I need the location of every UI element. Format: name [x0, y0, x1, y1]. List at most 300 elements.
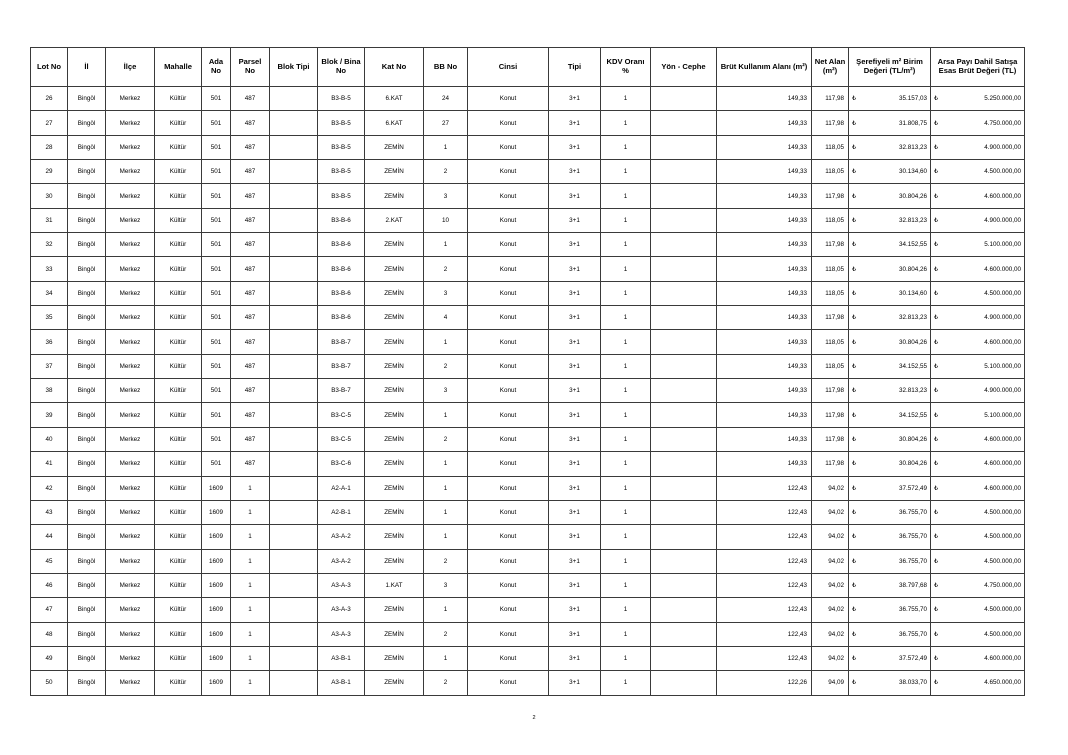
- table-cell: 49: [31, 646, 68, 670]
- table-row: [31, 427, 1025, 451]
- currency-symbol: ₺: [934, 362, 939, 370]
- table-cell: 33: [31, 257, 68, 281]
- table-cell: 2: [424, 622, 468, 646]
- amount-value: 36.755,70: [898, 533, 927, 541]
- table-cell: 2: [424, 549, 468, 573]
- currency-symbol: ₺: [852, 509, 857, 517]
- table-cell: [651, 427, 717, 451]
- table-row: [31, 184, 1025, 208]
- table-cell: [270, 306, 318, 330]
- table-cell: 1: [231, 476, 270, 500]
- amount-value: 36.755,70: [898, 509, 927, 517]
- table-cell: 501: [202, 452, 231, 476]
- table-cell: [931, 403, 1025, 427]
- table-cell: Bingöl: [68, 111, 106, 135]
- table-cell: Merkez: [106, 160, 155, 184]
- table-cell: 501: [202, 87, 231, 111]
- table-cell: [931, 476, 1025, 500]
- table-cell: 2: [424, 257, 468, 281]
- column-header: Cinsi: [468, 48, 549, 87]
- table-cell: [931, 330, 1025, 354]
- table-cell: ZEMİN: [365, 671, 424, 695]
- table-cell: [849, 500, 931, 524]
- table-cell: 487: [231, 135, 270, 159]
- table-cell: 6.KAT: [365, 87, 424, 111]
- amount-value: 30.804,26: [898, 435, 927, 443]
- table-cell: [651, 598, 717, 622]
- column-header: Arsa Payı Dahil Satışa Esas Brüt Değeri (TL): [931, 48, 1025, 87]
- table-cell: Kültür: [155, 403, 202, 427]
- table-cell: [931, 257, 1025, 281]
- currency-symbol: ₺: [934, 192, 939, 200]
- table-cell: 35: [31, 306, 68, 330]
- table-cell: ZEMİN: [365, 330, 424, 354]
- table-cell: Konut: [468, 111, 549, 135]
- table-cell: 39: [31, 403, 68, 427]
- table-cell: Konut: [468, 622, 549, 646]
- table-row: [31, 306, 1025, 330]
- table-cell: 501: [202, 354, 231, 378]
- table-cell: ZEMİN: [365, 452, 424, 476]
- table-cell: 1: [231, 549, 270, 573]
- table-cell: ZEMİN: [365, 160, 424, 184]
- currency-symbol: ₺: [934, 435, 939, 443]
- table-cell: 487: [231, 330, 270, 354]
- table-cell: [270, 452, 318, 476]
- table-cell: 149,33: [717, 427, 812, 451]
- table-cell: [270, 233, 318, 257]
- amount-value: 4.600.000,00: [984, 484, 1021, 492]
- currency-symbol: ₺: [852, 435, 857, 443]
- table-cell: 149,33: [717, 257, 812, 281]
- column-header: Parsel No: [231, 48, 270, 87]
- table-cell: 149,33: [717, 330, 812, 354]
- table-cell: 1609: [202, 500, 231, 524]
- table-cell: Kültür: [155, 452, 202, 476]
- amount-value: 5.100.000,00: [984, 411, 1021, 419]
- table-cell: [849, 281, 931, 305]
- table-cell: Kültür: [155, 379, 202, 403]
- table-cell: 40: [31, 427, 68, 451]
- table-cell: Konut: [468, 403, 549, 427]
- table-cell: 149,33: [717, 160, 812, 184]
- table-cell: 117,98: [812, 427, 849, 451]
- table-cell: A3-B-1: [318, 671, 365, 695]
- table-row: [31, 257, 1025, 281]
- table-cell: 501: [202, 403, 231, 427]
- currency-symbol: ₺: [852, 484, 857, 492]
- table-cell: Kültür: [155, 160, 202, 184]
- table-cell: 3+1: [549, 111, 601, 135]
- table-cell: 149,33: [717, 403, 812, 427]
- currency-symbol: ₺: [852, 411, 857, 419]
- amount-value: 4.600.000,00: [984, 435, 1021, 443]
- amount-value: 35.157,03: [898, 95, 927, 103]
- table-cell: [849, 525, 931, 549]
- table-cell: 3+1: [549, 622, 601, 646]
- table-cell: [651, 354, 717, 378]
- table-cell: A3-A-2: [318, 525, 365, 549]
- table-cell: [931, 111, 1025, 135]
- table-cell: Konut: [468, 135, 549, 159]
- column-header: Lot No: [31, 48, 68, 87]
- table-cell: [651, 87, 717, 111]
- table-cell: Bingöl: [68, 622, 106, 646]
- table-cell: Kültür: [155, 549, 202, 573]
- table-cell: [651, 306, 717, 330]
- table-cell: 149,33: [717, 306, 812, 330]
- table-cell: 501: [202, 111, 231, 135]
- table-cell: ZEMİN: [365, 598, 424, 622]
- table-cell: Bingöl: [68, 281, 106, 305]
- table-cell: [270, 403, 318, 427]
- table-cell: 487: [231, 184, 270, 208]
- table-cell: [931, 549, 1025, 573]
- table-cell: 27: [424, 111, 468, 135]
- table-cell: [849, 330, 931, 354]
- table-cell: 117,98: [812, 452, 849, 476]
- table-cell: 1: [601, 354, 651, 378]
- table-cell: [931, 354, 1025, 378]
- table-cell: Kültür: [155, 281, 202, 305]
- table-cell: [849, 549, 931, 573]
- table-cell: 501: [202, 184, 231, 208]
- table-cell: 1: [601, 184, 651, 208]
- table-cell: Bingöl: [68, 427, 106, 451]
- table-cell: 1: [231, 622, 270, 646]
- table-cell: 3+1: [549, 184, 601, 208]
- amount-value: 38.033,70: [898, 679, 927, 687]
- amount-value: 4.600.000,00: [984, 192, 1021, 200]
- table-cell: [651, 184, 717, 208]
- table-cell: 118,05: [812, 354, 849, 378]
- table-cell: [270, 476, 318, 500]
- table-cell: 149,33: [717, 87, 812, 111]
- table-cell: Kültür: [155, 500, 202, 524]
- table-cell: B3-B-5: [318, 111, 365, 135]
- table-cell: Kültür: [155, 135, 202, 159]
- table-cell: Konut: [468, 573, 549, 597]
- table-cell: Bingöl: [68, 160, 106, 184]
- table-cell: 1: [601, 233, 651, 257]
- table-cell: [849, 573, 931, 597]
- table-cell: Kültür: [155, 354, 202, 378]
- table-cell: 1: [601, 427, 651, 451]
- table-cell: [270, 573, 318, 597]
- table-cell: 1609: [202, 622, 231, 646]
- currency-symbol: ₺: [852, 119, 857, 127]
- table-cell: 1: [424, 525, 468, 549]
- table-cell: Konut: [468, 452, 549, 476]
- table-cell: 501: [202, 306, 231, 330]
- currency-symbol: ₺: [852, 582, 857, 590]
- table-cell: B3-B-6: [318, 281, 365, 305]
- table-cell: 1: [601, 306, 651, 330]
- table-cell: B3-B-5: [318, 135, 365, 159]
- table-cell: 501: [202, 379, 231, 403]
- table-cell: [931, 500, 1025, 524]
- table-cell: Konut: [468, 646, 549, 670]
- table-cell: 1: [601, 525, 651, 549]
- table-row: [31, 452, 1025, 476]
- table-cell: B3-C-6: [318, 452, 365, 476]
- table-cell: [651, 379, 717, 403]
- table-cell: [651, 135, 717, 159]
- amount-value: 32.813,23: [898, 143, 927, 151]
- table-cell: 149,33: [717, 135, 812, 159]
- currency-symbol: ₺: [934, 265, 939, 273]
- column-header: İlçe: [106, 48, 155, 87]
- table-cell: 1: [601, 549, 651, 573]
- table-cell: 501: [202, 330, 231, 354]
- table-cell: 501: [202, 281, 231, 305]
- table-cell: 122,43: [717, 476, 812, 500]
- table-cell: 3+1: [549, 87, 601, 111]
- table-cell: Bingöl: [68, 500, 106, 524]
- table-cell: [270, 184, 318, 208]
- table-cell: 1: [601, 330, 651, 354]
- table-cell: Merkez: [106, 525, 155, 549]
- table-cell: 117,98: [812, 379, 849, 403]
- table-cell: [849, 135, 931, 159]
- table-cell: Kültür: [155, 330, 202, 354]
- table-cell: Merkez: [106, 233, 155, 257]
- table-cell: B3-B-7: [318, 379, 365, 403]
- table-cell: 27: [31, 111, 68, 135]
- currency-symbol: ₺: [852, 168, 857, 176]
- table-cell: Merkez: [106, 281, 155, 305]
- amount-value: 38.797,68: [898, 582, 927, 590]
- currency-symbol: ₺: [852, 95, 857, 103]
- table-cell: 122,26: [717, 671, 812, 695]
- table-cell: 46: [31, 573, 68, 597]
- table-row: [31, 111, 1025, 135]
- table-cell: 118,05: [812, 330, 849, 354]
- table-cell: Bingöl: [68, 403, 106, 427]
- table-cell: Merkez: [106, 87, 155, 111]
- table-cell: Kültür: [155, 671, 202, 695]
- table-cell: [931, 184, 1025, 208]
- table-cell: 487: [231, 87, 270, 111]
- table-cell: [270, 427, 318, 451]
- table-cell: 501: [202, 233, 231, 257]
- table-cell: [849, 87, 931, 111]
- currency-symbol: ₺: [934, 557, 939, 565]
- table-cell: 487: [231, 233, 270, 257]
- amount-value: 4.500.000,00: [984, 606, 1021, 614]
- table-cell: [849, 379, 931, 403]
- table-cell: Konut: [468, 354, 549, 378]
- table-row: [31, 622, 1025, 646]
- table-cell: 32: [31, 233, 68, 257]
- table-cell: 118,05: [812, 160, 849, 184]
- amount-value: 30.804,26: [898, 192, 927, 200]
- table-cell: 149,33: [717, 452, 812, 476]
- amount-value: 4.750.000,00: [984, 582, 1021, 590]
- table-cell: [651, 208, 717, 232]
- currency-symbol: ₺: [852, 387, 857, 395]
- table-cell: 2.KAT: [365, 208, 424, 232]
- table-cell: 1: [601, 281, 651, 305]
- table-cell: [651, 233, 717, 257]
- table-cell: A3-A-3: [318, 598, 365, 622]
- table-cell: Merkez: [106, 646, 155, 670]
- table-cell: Konut: [468, 306, 549, 330]
- amount-value: 4.900.000,00: [984, 216, 1021, 224]
- table-cell: 1: [601, 111, 651, 135]
- amount-value: 37.572,49: [898, 655, 927, 663]
- table-cell: B3-C-5: [318, 427, 365, 451]
- currency-symbol: ₺: [934, 484, 939, 492]
- table-cell: [849, 452, 931, 476]
- column-header: Şerefiyeli m² Birim Değeri (TL/m²): [849, 48, 931, 87]
- table-cell: Merkez: [106, 379, 155, 403]
- table-cell: Konut: [468, 87, 549, 111]
- table-cell: 487: [231, 354, 270, 378]
- table-cell: [651, 281, 717, 305]
- table-cell: 4: [424, 306, 468, 330]
- table-cell: Merkez: [106, 208, 155, 232]
- table-cell: [270, 208, 318, 232]
- table-cell: Konut: [468, 233, 549, 257]
- table-row: [31, 403, 1025, 427]
- table-cell: ZEMİN: [365, 500, 424, 524]
- table-cell: ZEMİN: [365, 476, 424, 500]
- currency-symbol: ₺: [852, 265, 857, 273]
- currency-symbol: ₺: [852, 289, 857, 297]
- table-cell: Kültür: [155, 87, 202, 111]
- table-cell: 1.KAT: [365, 573, 424, 597]
- column-header: Blok Tipi: [270, 48, 318, 87]
- currency-symbol: ₺: [934, 216, 939, 224]
- table-cell: [651, 403, 717, 427]
- table-cell: 487: [231, 452, 270, 476]
- table-cell: 94,02: [812, 500, 849, 524]
- table-cell: Merkez: [106, 111, 155, 135]
- table-cell: 3+1: [549, 671, 601, 695]
- table-cell: 487: [231, 160, 270, 184]
- table-cell: 1: [601, 135, 651, 159]
- column-header: BB No: [424, 48, 468, 87]
- table-cell: [931, 427, 1025, 451]
- table-cell: Bingöl: [68, 257, 106, 281]
- table-cell: 3: [424, 184, 468, 208]
- table-cell: 94,02: [812, 525, 849, 549]
- table-cell: 1: [601, 452, 651, 476]
- table-cell: B3-B-6: [318, 208, 365, 232]
- table-cell: 149,33: [717, 281, 812, 305]
- table-cell: [651, 160, 717, 184]
- column-header: Tipi: [549, 48, 601, 87]
- table-cell: [651, 452, 717, 476]
- table-cell: ZEMİN: [365, 281, 424, 305]
- table-cell: Bingöl: [68, 646, 106, 670]
- table-cell: 1: [601, 671, 651, 695]
- table-cell: [931, 87, 1025, 111]
- table-header-row: [31, 48, 1025, 87]
- table-row: [31, 208, 1025, 232]
- table-cell: 1: [424, 452, 468, 476]
- table-cell: 1609: [202, 598, 231, 622]
- table-cell: 1: [601, 598, 651, 622]
- currency-symbol: ₺: [934, 411, 939, 419]
- currency-symbol: ₺: [852, 314, 857, 322]
- table-cell: [651, 549, 717, 573]
- currency-symbol: ₺: [852, 460, 857, 468]
- table-cell: B3-B-6: [318, 233, 365, 257]
- table-cell: Konut: [468, 184, 549, 208]
- table-cell: Merkez: [106, 427, 155, 451]
- table-cell: 117,98: [812, 111, 849, 135]
- amount-value: 4.500.000,00: [984, 630, 1021, 638]
- table-cell: [270, 379, 318, 403]
- amount-value: 34.152,55: [898, 362, 927, 370]
- table-cell: Merkez: [106, 403, 155, 427]
- table-cell: [651, 257, 717, 281]
- table-row: [31, 671, 1025, 695]
- table-cell: 3+1: [549, 427, 601, 451]
- table-cell: ZEMİN: [365, 549, 424, 573]
- column-header: KDV Oranı %: [601, 48, 651, 87]
- amount-value: 4.500.000,00: [984, 557, 1021, 565]
- table-cell: Bingöl: [68, 452, 106, 476]
- table-cell: 487: [231, 111, 270, 135]
- table-cell: Kültür: [155, 573, 202, 597]
- table-cell: 118,05: [812, 135, 849, 159]
- table-cell: 1609: [202, 525, 231, 549]
- table-cell: [270, 281, 318, 305]
- table-cell: 122,43: [717, 598, 812, 622]
- table-cell: Merkez: [106, 354, 155, 378]
- currency-symbol: ₺: [934, 387, 939, 395]
- amount-value: 32.813,23: [898, 387, 927, 395]
- amount-value: 5.100.000,00: [984, 241, 1021, 249]
- table-cell: [849, 646, 931, 670]
- table-cell: Konut: [468, 379, 549, 403]
- table-cell: 1: [601, 622, 651, 646]
- table-cell: [651, 330, 717, 354]
- table-cell: Merkez: [106, 306, 155, 330]
- table-cell: Bingöl: [68, 184, 106, 208]
- currency-symbol: ₺: [852, 216, 857, 224]
- table-row: [31, 549, 1025, 573]
- table-cell: Konut: [468, 208, 549, 232]
- table-cell: 30: [31, 184, 68, 208]
- table-cell: [651, 622, 717, 646]
- table-cell: ZEMİN: [365, 379, 424, 403]
- amount-value: 30.804,26: [898, 460, 927, 468]
- table-cell: 1: [601, 87, 651, 111]
- table-body: [31, 87, 1025, 696]
- amount-value: 4.900.000,00: [984, 314, 1021, 322]
- table-cell: [931, 135, 1025, 159]
- table-cell: [270, 330, 318, 354]
- amount-value: 4.600.000,00: [984, 265, 1021, 273]
- amount-value: 4.500.000,00: [984, 533, 1021, 541]
- table-cell: Bingöl: [68, 379, 106, 403]
- currency-symbol: ₺: [934, 143, 939, 151]
- table-cell: 44: [31, 525, 68, 549]
- table-cell: 1: [601, 208, 651, 232]
- table-cell: [931, 622, 1025, 646]
- table-cell: Kültür: [155, 208, 202, 232]
- table-row: [31, 500, 1025, 524]
- table-cell: [931, 208, 1025, 232]
- amount-value: 30.134,60: [898, 289, 927, 297]
- currency-symbol: ₺: [852, 533, 857, 541]
- table-cell: Merkez: [106, 135, 155, 159]
- table-cell: 122,43: [717, 646, 812, 670]
